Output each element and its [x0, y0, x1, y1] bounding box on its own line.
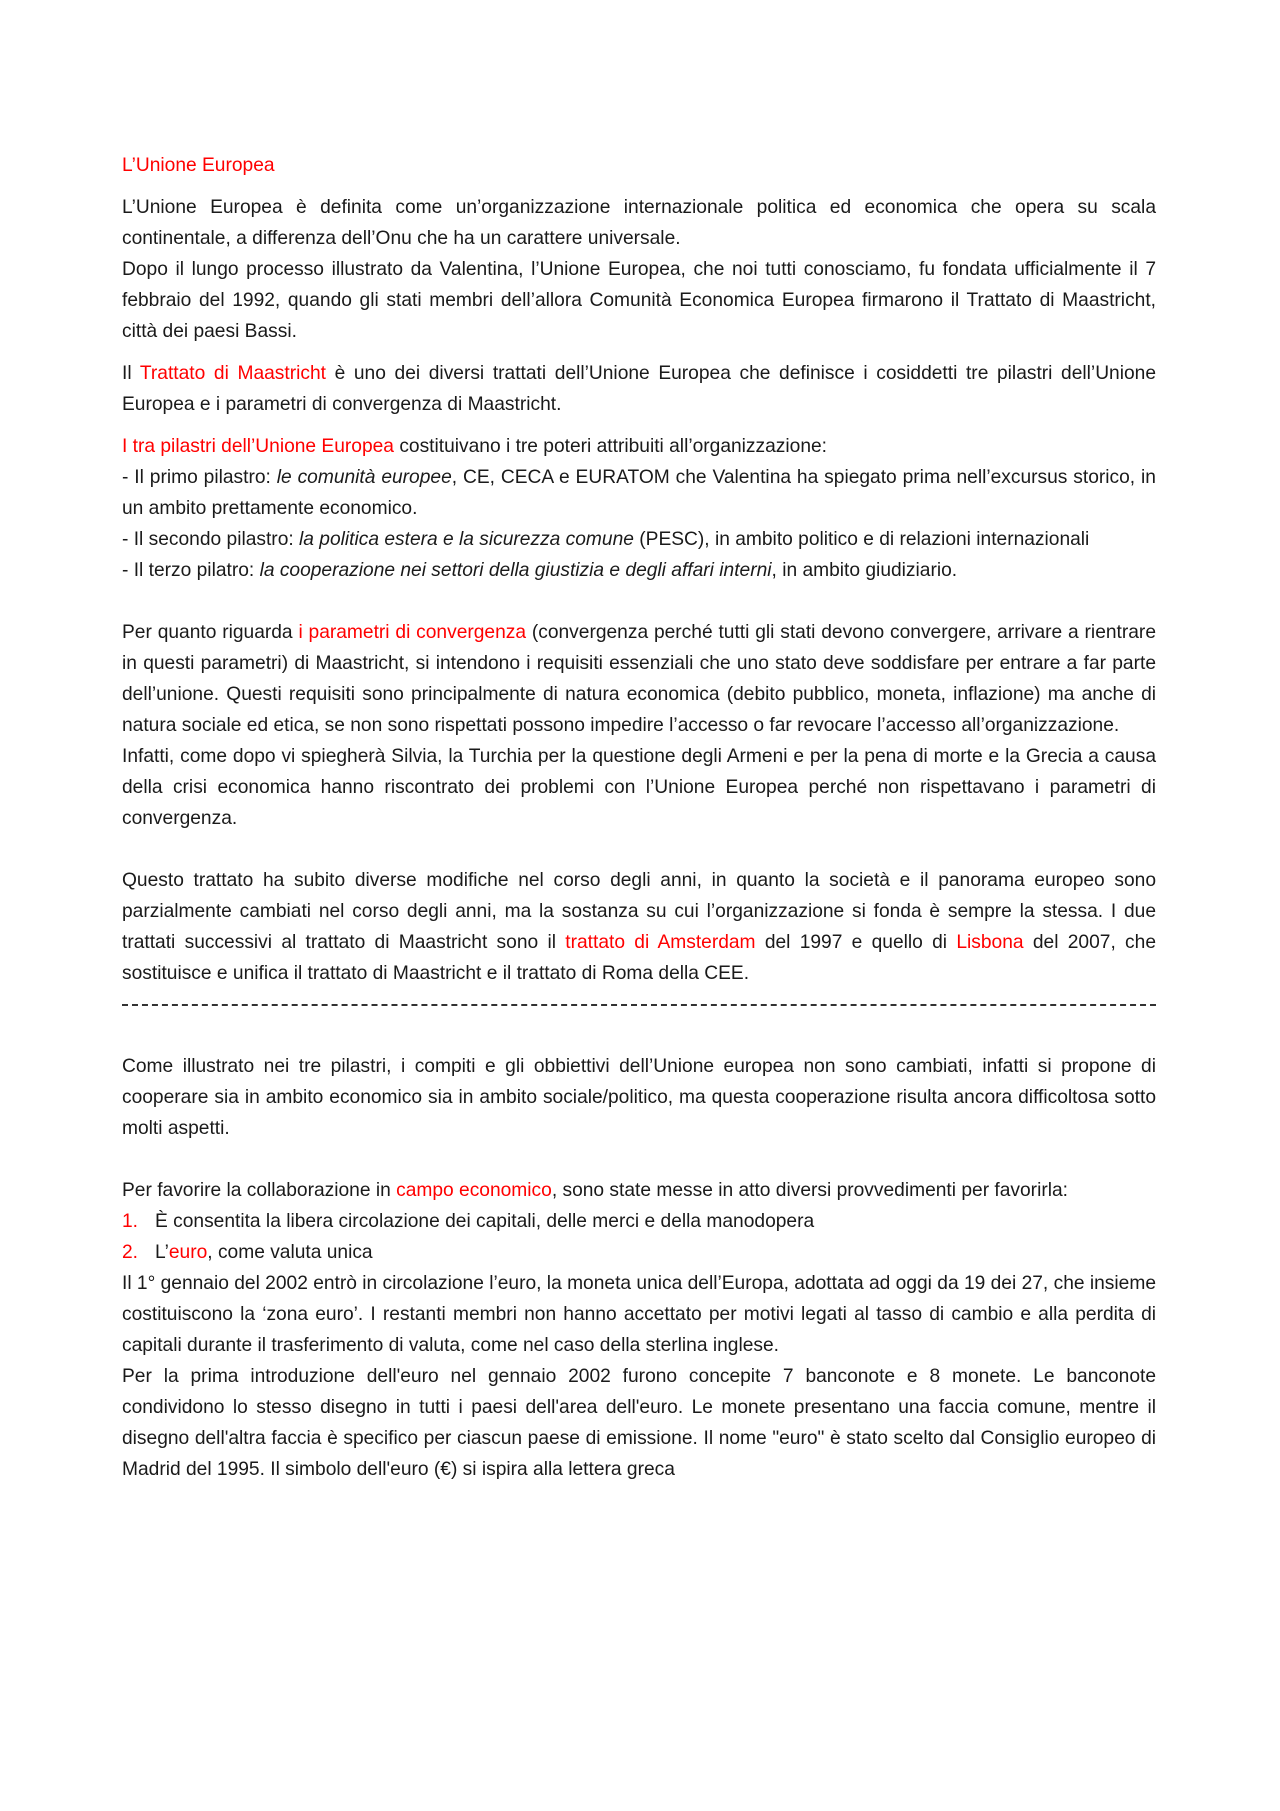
- pillar-2-desc: (PESC), in ambito politico e di relazioni internazionali: [633, 529, 1090, 550]
- euro-paragraph-1: Il 1° gennaio del 2002 entrò in circolazione l’euro, la moneta unica dell’Europa, adottata ad oggi da 19 dei 27, che insieme costituiscono la ‘zona euro’. I restanti membri non hanno accettato per motivi legati al tasso di cambio e alla perdita di capitali durante il trasferimento di valuta, come nel caso della sterlina inglese.: [122, 1273, 1156, 1356]
- lisbona-highlight: Lisbona: [956, 932, 1024, 953]
- treaty-changes-paragraph: [122, 865, 1156, 989]
- pillar-3-name: la cooperazione nei settori della giustizia e degli affari interni: [259, 560, 772, 581]
- convergence-paragraph-2: Infatti, come dopo vi spiegherà Silvia, la Turchia per la questione degli Armeni e per la pena di morte e la Grecia a causa della crisi economica hanno riscontrato dei problemi con l’Unione Europea perché non rispettavano i parametri di convergenza.: [122, 746, 1156, 829]
- pillar-3-label: - Il terzo pilatro:: [122, 560, 260, 581]
- euro-paragraph-2: Per la prima introduzione dell'euro nel gennaio 2002 furono concepite 7 banconote e 8 monete. Le banconote condividono lo stesso disegno in tutti i paesi dell'area dell'euro. Le monete presentano una faccia comune, mentre il disegno dell'altra faccia è specifico per ciascun paese di emissione. Il nome "euro" è stato scelto dal Consiglio europeo di Madrid del 1995. Il simbolo dell'euro (€) si ispira alla lettera greca: [122, 1366, 1156, 1480]
- convergence-rest: (convergenza perché tutti gli stati devono convergere, arrivare a rientrare in questi parametri) di Maastricht, si intendono i requisiti essenziali che uno stato deve soddisfare per entrare a far parte dell’unione. Questi requisiti sono principalmente di natura economica (debito pubblico, moneta, inflazione) ma anche di natura sociale ed etica, se non sono rispettati possono impedire l’accesso o far revocare l’accesso all’organizzazione.: [122, 622, 1156, 736]
- list-number: 1.: [122, 1211, 139, 1232]
- spacer: [122, 1020, 1156, 1051]
- pillar-item-2: [122, 524, 1156, 555]
- pillars-rest: costituivano i tre poteri attribuiti all’organizzazione:: [393, 436, 827, 457]
- objectives-paragraph: Come illustrato nei tre pilastri, i compiti e gli obbiettivi dell’Unione europea non sono cambiati, infatti si propone di cooperare sia in ambito economico sia in ambito sociale/politico, ma questa cooperazione risulta ancora difficoltosa sotto molti aspetti.: [122, 1056, 1156, 1139]
- pillar-item-1: [122, 462, 1156, 524]
- euro-highlight: euro: [168, 1242, 208, 1263]
- list-item-text-rest: , come valuta unica: [207, 1242, 373, 1263]
- intro-paragraph-2: Dopo il lungo processo illustrato da Valentina, l’Unione Europea, che noi tutti conosciamo, fu fondata ufficialmente il 7 febbraio del 1992, quando gli stati membri dell’allora Comunità Economica Europea firmarono il Trattato di Maastricht, città dei paesi Bassi.: [122, 259, 1156, 342]
- spacer: [122, 834, 1156, 865]
- economic-highlight: campo economico: [396, 1180, 552, 1201]
- list-number: 2.: [122, 1242, 139, 1263]
- pillar-2-name: la politica estera e la sicurezza comune: [299, 529, 634, 550]
- dashed-divider: [122, 989, 1156, 1020]
- maastricht-prefix: Il: [122, 363, 140, 384]
- list-item-text-prefix: L’: [155, 1242, 169, 1263]
- treaty-text-1: Questo trattato ha subito diverse modifiche nel corso degli anni, in quanto la società e il panorama europeo sono parzialmente cambiati nel corso degli anni, ma la sostanza su cui l’organizzazione si fonda è sempre la stessa. I due trattati successivi al trattato di Maastricht sono il: [122, 870, 1156, 953]
- document-page: [122, 150, 1156, 1485]
- pillar-2-label: - Il secondo pilastro:: [122, 529, 300, 550]
- amsterdam-highlight: trattato di Amsterdam: [565, 932, 756, 953]
- pillar-1-desc: , CE, CECA e EURATOM che Valentina ha spiegato prima nell’excursus storico, in un ambito prettamente economico.: [122, 467, 1156, 519]
- spacer: [122, 586, 1156, 617]
- treaty-text-3: del 2007, che sostituisce e unifica il trattato di Maastricht e il trattato di Roma della CEE.: [122, 932, 1156, 984]
- convergence-prefix: Per quanto riguarda: [122, 622, 299, 643]
- pillars-intro: [122, 431, 1156, 462]
- intro-paragraph-1: L’Unione Europea è definita come un’organizzazione internazionale politica ed economica che opera su scala continentale, a differenza dell’Onu che ha un carattere universale.: [122, 197, 1156, 249]
- treaty-text-2: del 1997 e quello di: [755, 932, 957, 953]
- spacer: [122, 1144, 1156, 1175]
- pillars-highlight: I tra pilastri dell’Unione Europea: [122, 436, 394, 457]
- convergence-paragraph: [122, 617, 1156, 741]
- maastricht-rest: è uno dei diversi trattati dell’Unione Europea che definisce i cosiddetti tre pilastri dell’Unione Europea e i parametri di convergenza di Maastricht.: [122, 363, 1156, 415]
- numbered-list-item-2: [122, 1237, 1156, 1268]
- numbered-list-item-1: [122, 1206, 1156, 1237]
- maastricht-paragraph: [122, 358, 1156, 420]
- pillar-1-label: - Il primo pilastro:: [122, 467, 277, 488]
- pillar-item-3: [122, 555, 1156, 586]
- maastricht-highlight: Trattato di Maastricht: [139, 363, 326, 384]
- pillar-1-name: le comunità europee: [276, 467, 452, 488]
- list-item-text: È consentita la libera circolazione dei capitali, delle merci e della manodopera: [155, 1211, 815, 1232]
- convergence-highlight: i parametri di convergenza: [298, 622, 527, 643]
- pillar-3-desc: , in ambito giudiziario.: [771, 560, 958, 581]
- page-title: L’Unione Europea: [122, 155, 275, 176]
- economic-prefix: Per favorire la collaborazione in: [122, 1180, 397, 1201]
- economic-intro: [122, 1175, 1156, 1206]
- economic-rest: , sono state messe in atto diversi provvedimenti per favorirla:: [551, 1180, 1068, 1201]
